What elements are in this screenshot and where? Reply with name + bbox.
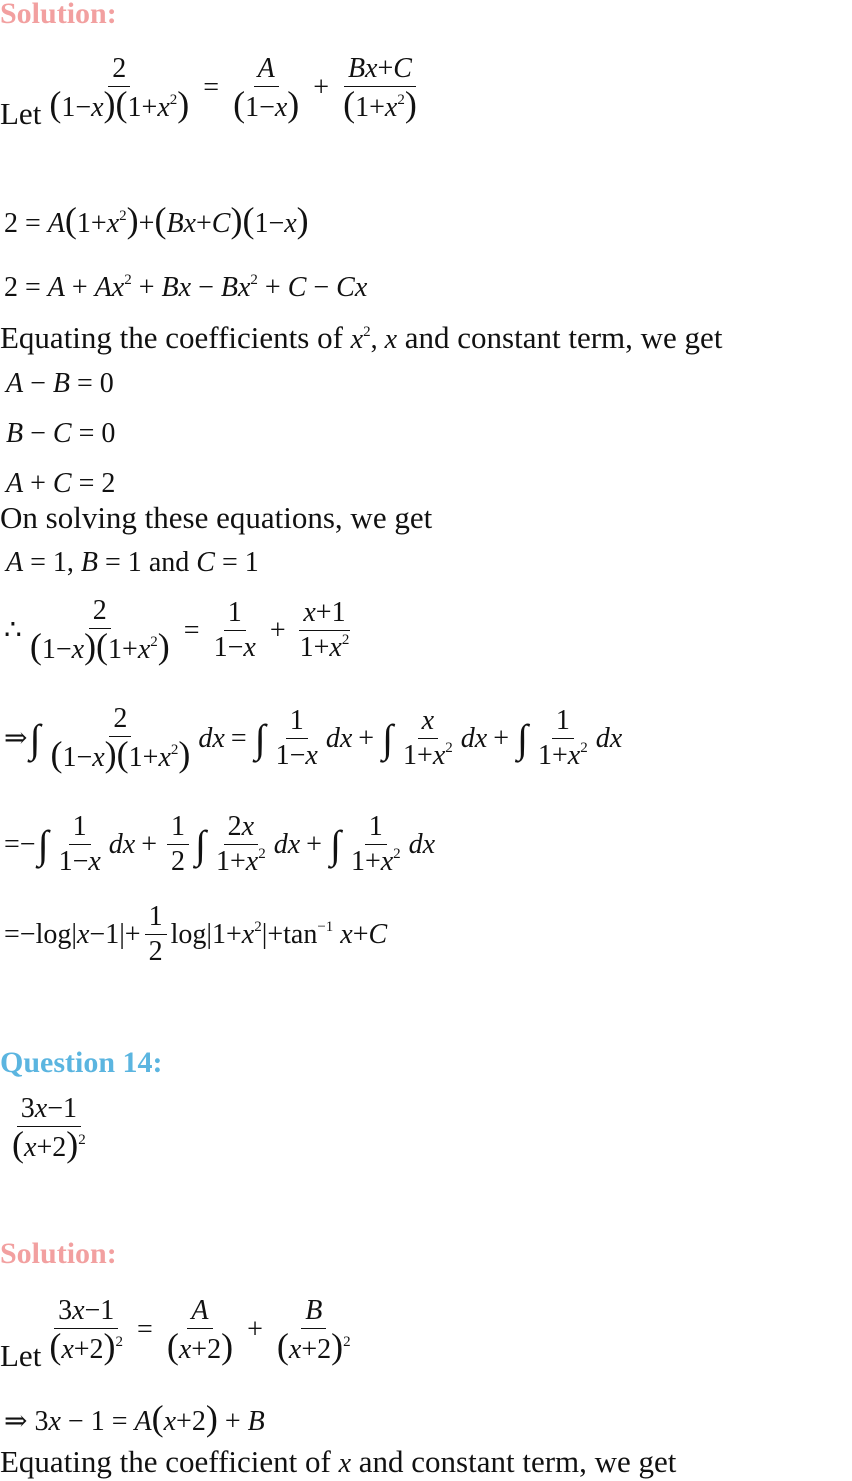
therefore-equation: ∴ $\frac{2}{(1-x)(1+x^2)}$ = $\frac{1}{1-x}$ + $\frac{x+1}{1+x^2}$ — [4, 595, 350, 666]
equation-expand-1: $2 = A(1+x^2)+(Bx+C)(1-x)$ — [4, 200, 309, 240]
solution-heading-2: Solution: — [0, 1237, 117, 1270]
integral-equation-1: ⇒ ∫ $\frac{2}{(1-x)(1+x^2)}$ dx = ∫ $\frac{1}{1-x}$ dx + ∫ $\frac{x}{1+x^2}$ dx + ∫ $\frac{1}{1+x^2}$ dx — [4, 703, 623, 774]
final-result: =−log|x−1|+ $\frac{1}{2}$ $\log|1+x^2|+\tan^{-1}$ x+C — [4, 901, 388, 967]
equation-expand-q14: ⇒ 3x − 1 = A(x+2) + B — [4, 1398, 265, 1438]
integral-equation-2: =− ∫ $\frac{1}{1-x}$ dx + $\frac{1}{2}$ ∫ $\frac{2x}{1+x^2}$ dx + ∫ $\frac{1}{1+x^2}$ dx — [4, 811, 436, 877]
system-eq-1: A − B = 0 — [6, 368, 114, 399]
question-heading: Question 14: — [0, 1046, 163, 1079]
equation-expand-2: $2 = A + Ax^2 + Bx - Bx^2 + C - Cx$ — [4, 272, 368, 303]
let-label-2: Let — [0, 1338, 42, 1373]
fraction-bc: $\frac{Bx+C}{(1+x^2)}$ — [343, 52, 417, 124]
fraction-lhs: $\frac{2}{(1-x)(1+x^2)}$ — [49, 52, 190, 124]
equating-coefficients-text: Equating the coefficients of $x^2$, x and constant term, we get — [0, 320, 723, 355]
on-solving-text: On solving these equations, we get — [0, 500, 433, 535]
equating-coefficient-text-2: Equating the coefficient of x and constant term, we get — [0, 1444, 677, 1479]
partial-fraction-setup: Let $\frac{2}{(1-x)(1+x^2)}$ = $\frac{A}{(1-x)}$ + $\frac{Bx+C}{(1+x^2)}$ — [0, 44, 425, 132]
let-label: Let — [0, 96, 42, 131]
system-eq-2: B − C = 0 — [6, 418, 116, 449]
solution-values: A = 1, B = 1 and C = 1 — [6, 547, 259, 578]
question-expression: $\frac{3x-1}{(x+2)^2}$ — [12, 1093, 86, 1164]
solution-heading: Solution: — [0, 0, 117, 30]
partial-fraction-setup-2: Let $\frac{3x-1}{(x+2)^2}$ = $\frac{A}{(x+2)}$ + $\frac{B}{(x+2)^2}$ — [0, 1294, 351, 1373]
fraction-a: $\frac{A}{(1-x)}$ — [233, 52, 300, 124]
system-eq-3: A + C = 2 — [6, 468, 116, 499]
